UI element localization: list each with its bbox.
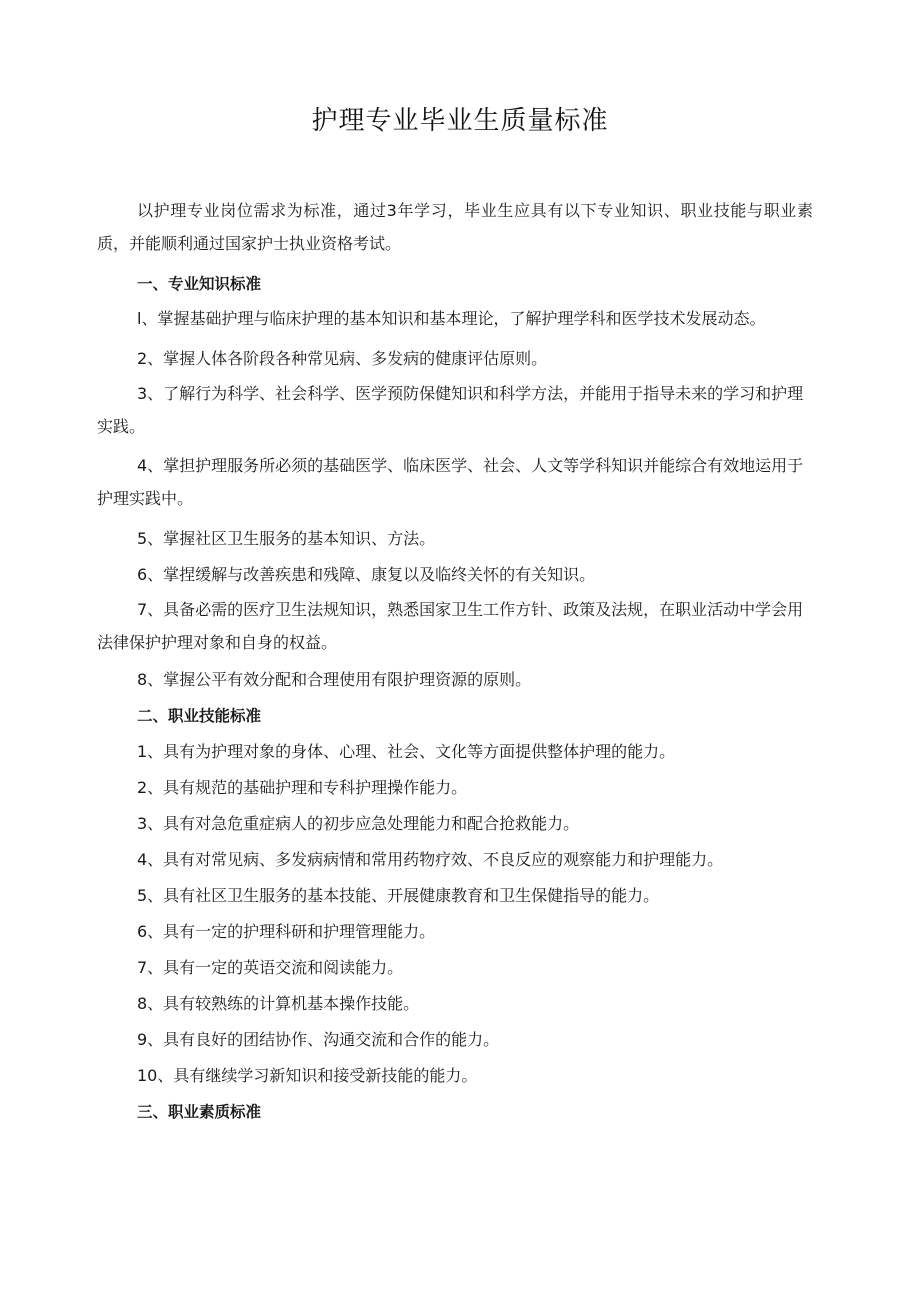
list-item: 7、具有一定的英语交流和阅读能力。 — [137, 958, 404, 977]
document-body — [97, 194, 813, 1130]
list-item: 4、具有对常见病、多发病病情和常用药物疗效、不良反应的观察能力和护理能力。 — [137, 850, 724, 869]
list-item: 10、具有继续学习新知识和接受新技能的能力。 — [137, 1066, 478, 1085]
list-item: 5、掌握社区卫生服务的基本知识、方法。 — [137, 529, 436, 548]
intro-paragraph: 以护理专业岗位需求为标准，通过3年学习，毕业生应具有以下专业知识、职业技能与职业素质，并能顺利通过国家护士执业资格考试。 — [97, 201, 813, 253]
list-item: 4、掌担护理服务所必须的基础医学、临床医学、社会、人文等学科知识并能综合有效地运用于护理实践中。 — [97, 456, 804, 508]
list-item: 3、了解行为科学、社会科学、医学预防保健知识和科学方法，并能用于指导未来的学习和护理实践。 — [97, 384, 804, 436]
page-title: 护理专业毕业生质量标准 — [311, 106, 609, 136]
section-heading-quality: 三、职业素质标准 — [137, 1103, 262, 1121]
list-item: 7、具备必需的医疗卫生法规知识，熟悉国家卫生工作方针、政策及法规，在职业活动中学会用法律保护护理对象和自身的权益。 — [97, 600, 804, 652]
list-item: 6、掌捏缓解与改善疾患和残障、康复以及临终关怀的有关知识。 — [137, 565, 596, 584]
list-item: 2、具有规范的基础护理和专科护理操作能力。 — [137, 778, 468, 797]
list-item: l、掌握基础护理与临床护理的基本知识和基本理论，了解护理学科和医学技术发展动态。 — [137, 309, 766, 328]
list-item: 6、具有一定的护理科研和护理管理能力。 — [137, 922, 436, 941]
section-heading-knowledge: 一、专业知识标准 — [137, 275, 262, 293]
list-item: 3、具有对急危重症病人的初步应急处理能力和配合抢救能力。 — [137, 814, 580, 833]
list-item: 1、具有为护理对象的身体、心理、社会、文化等方面提供整体护理的能力。 — [137, 742, 676, 761]
list-item: 2、掌握人体各阶段各种常见病、多发病的健康评估原则。 — [137, 349, 548, 368]
section-heading-skills: 二、职业技能标准 — [137, 707, 262, 725]
list-item: 5、具有社区卫生服务的基本技能、开展健康教育和卫生保健指导的能力。 — [137, 886, 660, 905]
list-item: 8、具有较熟练的计算机基本操作技能。 — [137, 994, 420, 1013]
list-item: 9、具有良好的团结协作、沟通交流和合作的能力。 — [137, 1030, 500, 1049]
list-item: 8、掌握公平有效分配和合理使用有限护理资源的原则。 — [137, 670, 532, 689]
